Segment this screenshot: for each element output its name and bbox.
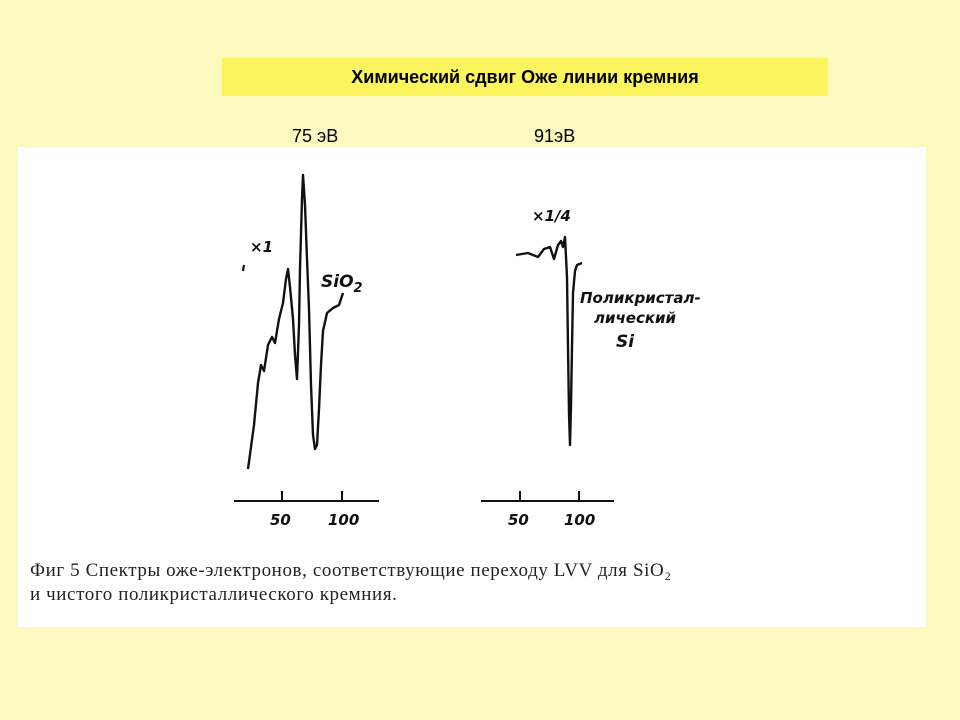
sio2-scale-label: ×1 [250,238,274,256]
sio2-sample-label: SiO$_2$ [321,272,363,296]
si-axis-tick-100: 100 [564,511,596,529]
si-energy-axis [481,491,614,529]
si-spectrum-curve [516,237,582,445]
auger-spectra-figure [18,147,926,627]
figure-caption [30,559,920,607]
sio2-spectrum-stub [243,265,244,271]
si-sample-label-line2: лический [594,309,677,327]
figure-caption-line2: и чистого поликристаллического кремния. [30,584,398,605]
si-sample-label-line1: Поликристал- [580,289,701,307]
spectra-drawing [18,147,926,627]
slide-title: Химический сдвиг Оже линии кремния [351,66,699,87]
sio2-axis-tick-50: 50 [270,511,291,529]
peak-energy-label-right: 91эВ [534,126,576,146]
title-banner [222,58,828,96]
si-scale-label: ×1/4 [532,207,571,225]
figure-caption-line1: Фиг 5 Спектры оже-электронов, соответствующие переходу LVV для SiO₂ [30,560,672,581]
peak-energy-label-left: 75 эВ [292,126,339,146]
sio2-axis-tick-100: 100 [328,511,360,529]
sio2-energy-axis [234,491,379,529]
sio2-spectrum-curve [248,175,343,469]
si-sample-label-line3: Si [616,332,635,352]
si-axis-tick-50: 50 [508,511,529,529]
